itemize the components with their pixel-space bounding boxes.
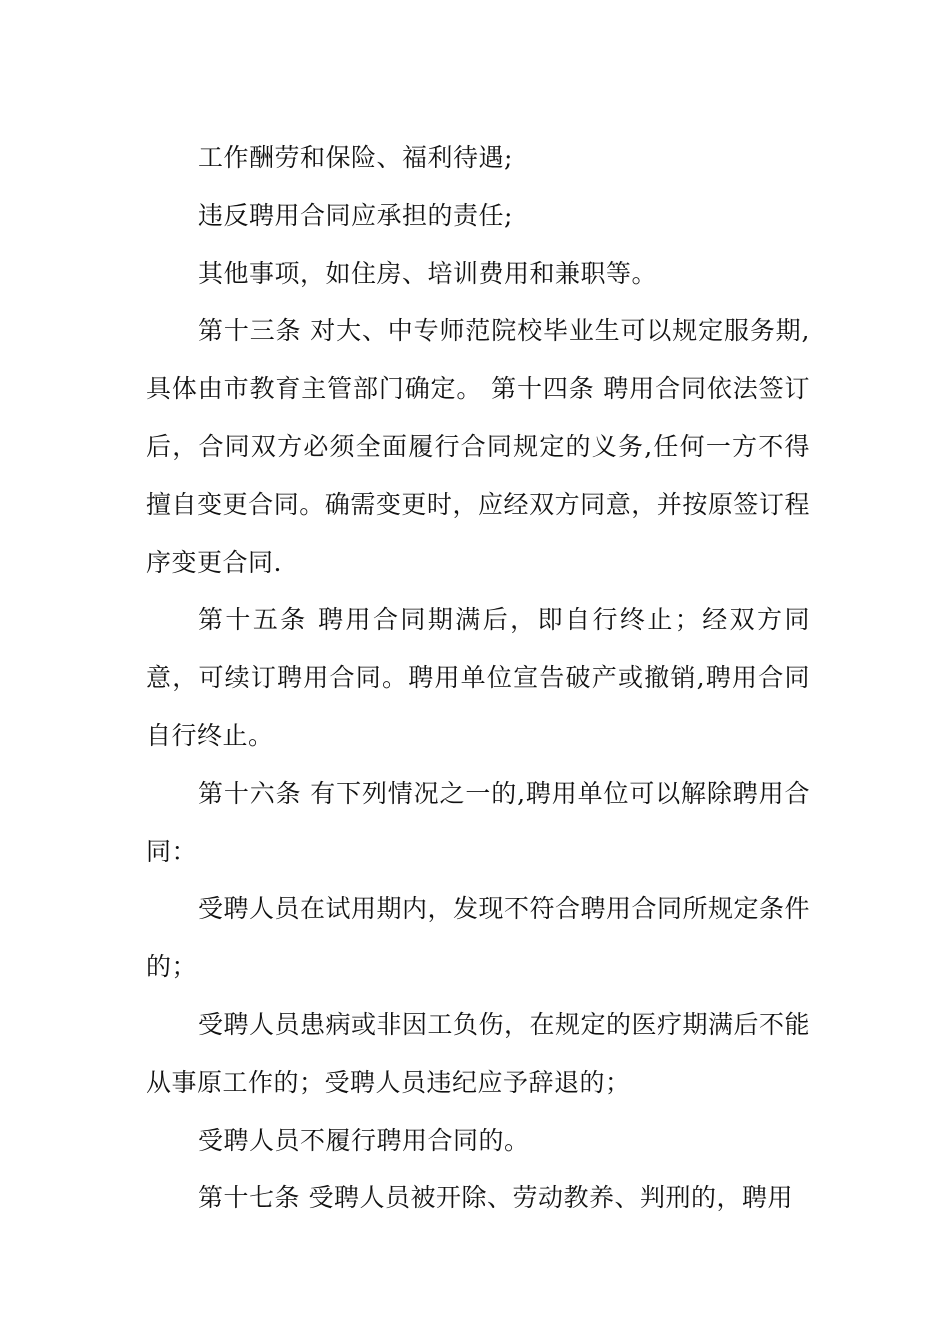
paragraph-article-17: 第十七条 受聘人员被开除、劳动教养、判刑的，聘用: [198, 1183, 793, 1213]
paragraph-article-15: 第十五条 聘用合同期满后，即自行终止；经双方同意，可续订聘用合同。聘用单位宣告破产或撤销,聘用合同自行终止。: [146, 605, 810, 750]
paragraph-article-13-14: 第十三条 对大、中专师范院校毕业生可以规定服务期,具体由市教育主管部门确定。 第十四条 聘用合同依法签订后，合同双方必须全面履行合同规定的义务,任何一方不得擅自变更合同。确需变更时，应经双方同意，并按原签订程序变更合同.: [146, 316, 810, 577]
paragraph-other-matters: 其他事项，如住房、培训费用和兼职等。: [198, 258, 658, 288]
paragraph-illness: 受聘人员患病或非因工负伤，在规定的医疗期满后不能从事原工作的；受聘人员违纪应予辞退的；: [146, 1009, 811, 1097]
paragraph-probation: 受聘人员在试用期内，发现不符合聘用合同所规定条件的；: [146, 894, 811, 982]
paragraph-liability: 违反聘用合同应承担的责任;: [198, 200, 513, 230]
paragraph-non-performance: 受聘人员不履行聘用合同的。: [198, 1125, 530, 1155]
paragraph-article-16: 第十六条 有下列情况之一的,聘用单位可以解除聘用合同：: [146, 778, 810, 866]
document-body: [146, 129, 810, 1227]
paragraph-benefits: 工作酬劳和保险、福利待遇;: [198, 143, 513, 172]
